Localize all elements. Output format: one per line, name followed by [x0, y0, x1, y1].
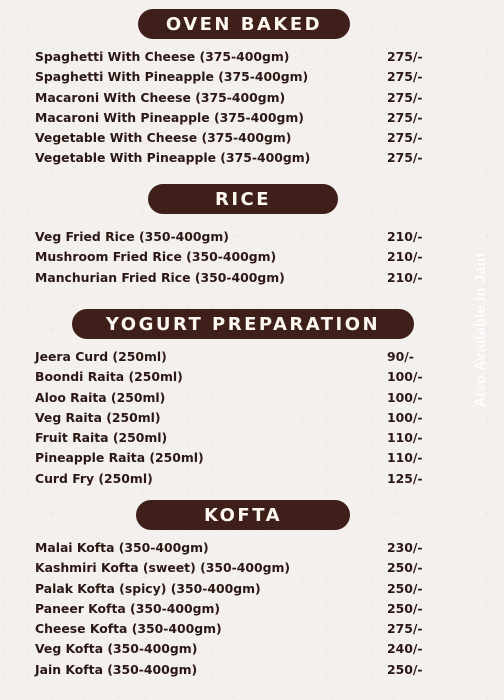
menu-item: [35, 108, 435, 128]
item-price: 90/-: [387, 349, 414, 364]
section-title: KOFTA: [136, 500, 350, 530]
item-price: 275/-: [387, 150, 423, 166]
item-price: 210/-: [387, 249, 423, 265]
menu-item: [35, 599, 435, 619]
item-price: 275/-: [387, 130, 423, 146]
menu-item: [35, 408, 435, 428]
item-price: 275/-: [387, 109, 423, 125]
menu-item: [35, 538, 435, 558]
menu-item: [35, 148, 435, 168]
menu-item: [35, 619, 435, 639]
item-name: Aloo Raita (250ml): [35, 389, 166, 405]
section-title: RICE: [148, 184, 338, 214]
item-name: Cheese Kofta (350-400gm): [35, 621, 222, 637]
section-title: YOGURT PREPARATION: [72, 309, 414, 339]
menu-item: [35, 347, 435, 367]
section-title: OVEN BAKED: [138, 9, 350, 39]
item-price: 250/-: [387, 600, 423, 616]
item-price: 275/-: [387, 69, 423, 85]
item-name: Kashmiri Kofta (sweet) (350-400gm): [35, 560, 291, 576]
item-name: Paneer Kofta (350-400gm): [35, 600, 221, 616]
item-price: 250/-: [387, 580, 423, 596]
item-name: Malai Kofta (350-400gm): [35, 540, 209, 555]
menu-item: [35, 88, 435, 108]
item-price: 230/-: [387, 540, 423, 555]
menu-item: [35, 660, 435, 680]
item-list: [35, 47, 435, 169]
item-price: 125/-: [387, 470, 423, 486]
item-name: Spaghetti With Cheese (375-400gm): [35, 49, 290, 64]
menu-item: [35, 428, 435, 448]
menu-item: [35, 67, 435, 87]
item-price: 250/-: [387, 661, 423, 677]
item-list: [35, 538, 435, 680]
menu-item: [35, 639, 435, 659]
menu-item: [35, 247, 435, 267]
item-price: 100/-: [387, 389, 423, 405]
item-price: 100/-: [387, 369, 423, 385]
item-name: Jeera Curd (250ml): [35, 349, 167, 364]
item-price: 110/-: [387, 450, 423, 466]
item-name: Pineapple Raita (250ml): [35, 450, 204, 466]
item-name: Jain Kofta (350-400gm): [35, 661, 198, 677]
item-price: 100/-: [387, 409, 423, 425]
item-name: Boondi Raita (250ml): [35, 369, 183, 385]
item-price: 275/-: [387, 49, 423, 64]
side-note: Also Available in Jain: [473, 252, 489, 408]
item-price: 250/-: [387, 560, 423, 576]
item-price: 110/-: [387, 430, 423, 446]
item-list: [35, 347, 435, 489]
menu-item: [35, 268, 435, 288]
menu-item: [35, 579, 435, 599]
item-price: 210/-: [387, 269, 423, 285]
menu-item: [35, 367, 435, 387]
menu-item: [35, 448, 435, 468]
item-name: Vegetable With Pineapple (375-400gm): [35, 150, 311, 166]
item-name: Vegetable With Cheese (375-400gm): [35, 130, 292, 146]
item-name: Macaroni With Pineapple (375-400gm): [35, 109, 304, 125]
item-name: Curd Fry (250ml): [35, 470, 153, 486]
item-name: Macaroni With Cheese (375-400gm): [35, 89, 286, 105]
menu-item: [35, 388, 435, 408]
menu-item: [35, 128, 435, 148]
menu-item: [35, 558, 435, 578]
item-list: [35, 227, 435, 288]
item-price: 210/-: [387, 229, 423, 244]
item-price: 275/-: [387, 89, 423, 105]
item-name: Palak Kofta (spicy) (350-400gm): [35, 580, 261, 596]
item-name: Mushroom Fried Rice (350-400gm): [35, 249, 277, 265]
item-price: 275/-: [387, 621, 423, 637]
menu-item: [35, 227, 435, 247]
menu-item: [35, 47, 435, 67]
item-name: Veg Raita (250ml): [35, 409, 161, 425]
menu-item: [35, 469, 435, 489]
item-name: Veg Kofta (350-400gm): [35, 641, 198, 657]
item-name: Manchurian Fried Rice (350-400gm): [35, 269, 285, 285]
item-name: Spaghetti With Pineapple (375-400gm): [35, 69, 309, 85]
item-name: Fruit Raita (250ml): [35, 430, 168, 446]
item-name: Veg Fried Rice (350-400gm): [35, 229, 229, 244]
item-price: 240/-: [387, 641, 423, 657]
